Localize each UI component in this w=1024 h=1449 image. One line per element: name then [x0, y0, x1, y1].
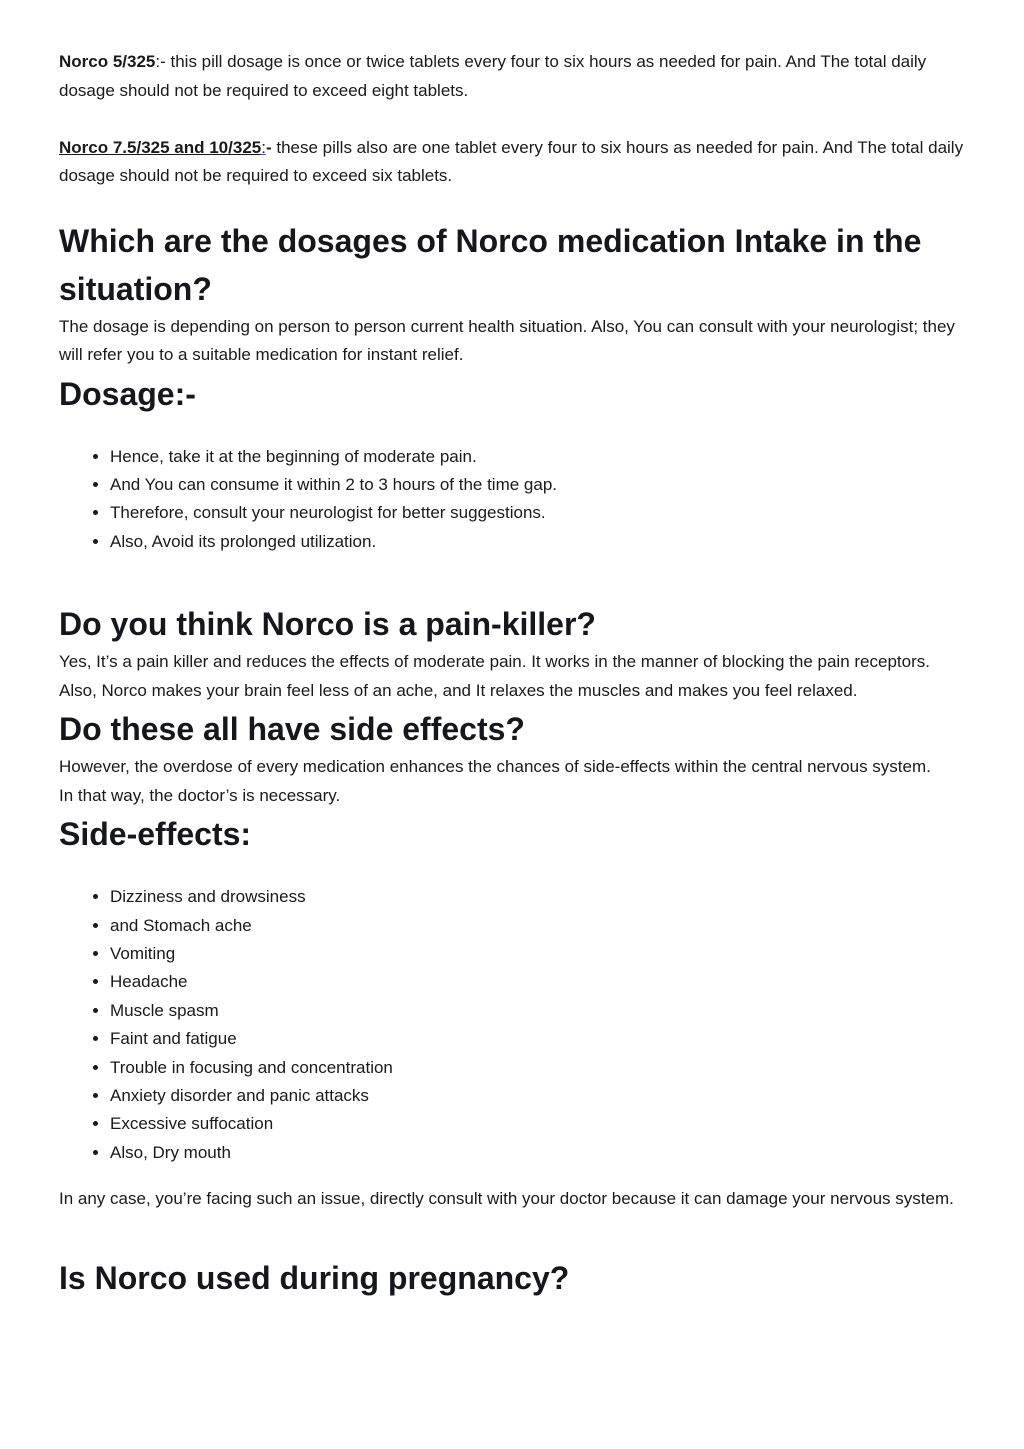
list-item: • Also, Avoid its prolonged utilization.	[110, 528, 971, 556]
pregnancy-heading: Is Norco used during pregnancy?	[59, 1259, 570, 1296]
list-item: • Therefore, consult your neurologist for better suggestions.	[110, 499, 971, 527]
norco-5-325-paragraph	[59, 48, 971, 105]
list-item: • And You can consume it within 2 to 3 hours of the time gap.	[110, 471, 971, 499]
list-item: • and Stomach ache	[110, 912, 971, 940]
dosage-heading: Dosage:-	[59, 375, 196, 412]
which-dosages-body: The dosage is depending on person to person current health situation. Also, You can consult with your neurologist; they will refer you to a suitable medication for instant relief.	[59, 316, 955, 364]
list-item: • Headache	[110, 968, 971, 996]
side-effects-question-body-1: However, the overdose of every medication enhances the chances of side-effects within the central nervous system.	[59, 757, 931, 777]
norco-5-325-label: Norco 5/325	[59, 52, 156, 71]
painkiller-body-1: Yes, It’s a pain killer and reduces the effects of moderate pain. It works in the manner of blocking the pain receptors.	[59, 652, 930, 672]
side-effects-heading: Side-effects:	[59, 816, 252, 853]
list-item: • Faint and fatigue	[110, 1025, 971, 1053]
list-item: • Anxiety disorder and panic attacks	[110, 1082, 971, 1110]
list-item: • Also, Dry mouth	[110, 1139, 971, 1167]
article	[59, 0, 971, 1302]
norco-7-5-text: these pills also are one tablet every four to six hours as needed for pain. And The total daily dosage should not be required to exceed six tablets.	[59, 137, 964, 185]
norco-7-5-link[interactable]: Norco 7.5/325 and 10/325	[59, 137, 262, 157]
side-effects-question-heading: Do these all have side effects?	[59, 711, 525, 748]
side-effects-closing: In any case, you’re facing such an issue, directly consult with your doctor because it can damage your nervous system.	[59, 1189, 954, 1209]
list-item: • Hence, take it at the beginning of moderate pain.	[110, 443, 971, 471]
list-item: • Vomiting	[110, 940, 971, 968]
norco-5-325-text: :- this pill dosage is once or twice tablets every four to six hours as needed for pain. And The total daily dosage should not be required to exceed eight tablets.	[59, 52, 927, 100]
list-item: • Excessive suffocation	[110, 1110, 971, 1138]
side-effects-list	[59, 883, 971, 1167]
dosage-list	[59, 443, 971, 557]
painkiller-body-2: Also, Norco makes your brain feel less of an ache, and It relaxes the muscles and makes you feel relaxed.	[59, 680, 858, 700]
norco-7-5-dash: -	[265, 137, 272, 157]
painkiller-heading: Do you think Norco is a pain-killer?	[59, 606, 596, 643]
list-item: • Trouble in focusing and concentration	[110, 1054, 971, 1082]
list-item: • Dizziness and drowsiness	[110, 883, 971, 911]
side-effects-question-body-2: In that way, the doctor’s is necessary.	[59, 785, 341, 805]
norco-7-5-paragraph	[59, 134, 971, 191]
which-dosages-heading: Which are the dosages of Norco medication Intake in the situation?	[59, 222, 922, 307]
norco-7-5-link-colon[interactable]: :	[261, 137, 266, 157]
list-item: • Muscle spasm	[110, 997, 971, 1025]
